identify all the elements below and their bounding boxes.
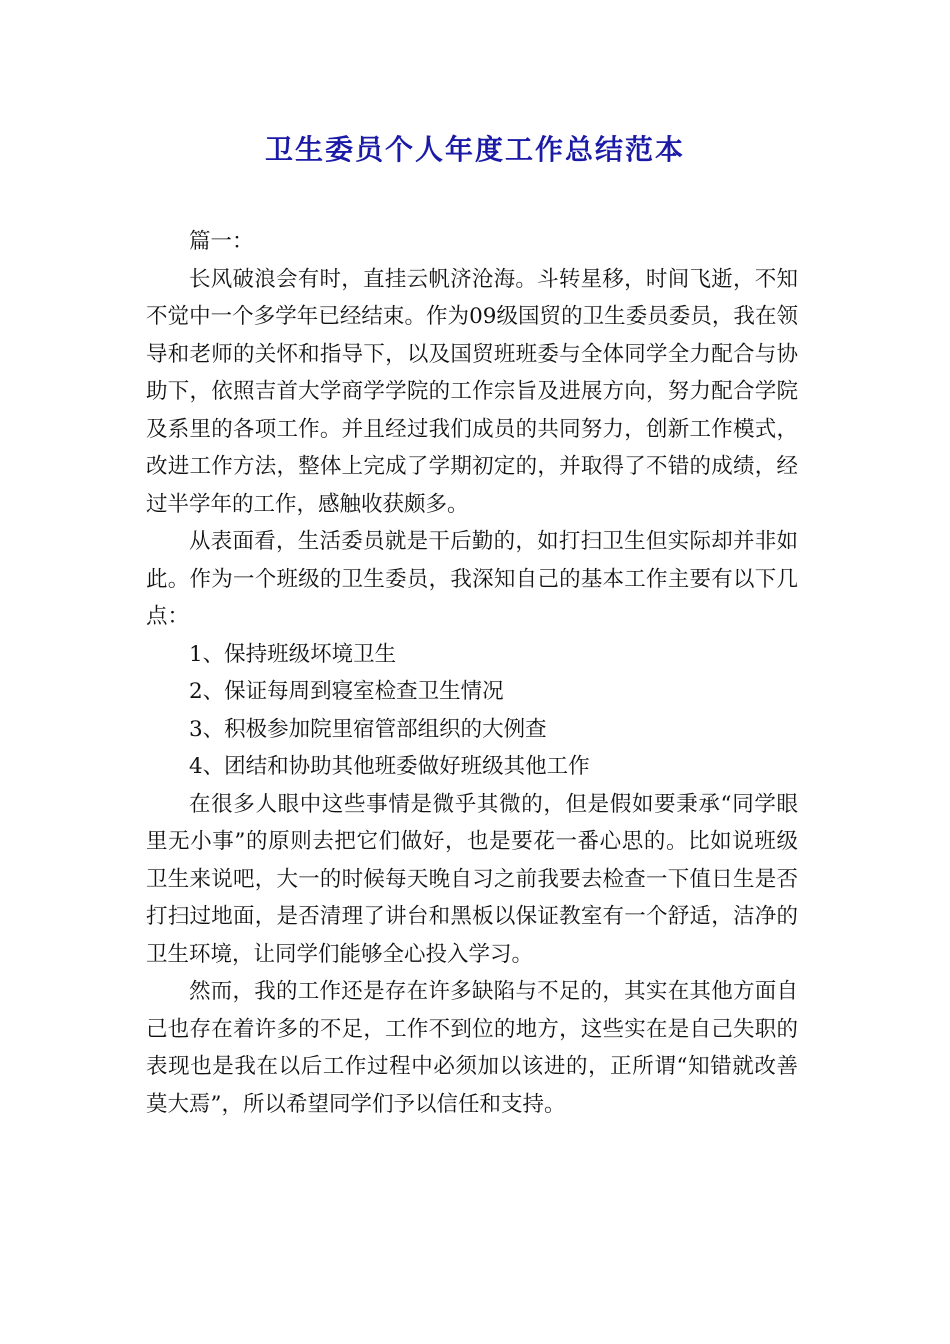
list-item: 4、团结和协助其他班委做好班级其他工作 <box>189 754 590 779</box>
document-title: 卫生委员个人年度工作总结范本 <box>264 133 685 166</box>
paragraph: 长风破浪会有时，直挂云帆济沧海。斗转星移，时间飞逝，不知不觉中一个多学年已经结束。作为09级国贸的卫生委员委员，我在领导和老师的关怀和指导下，以及国贸班班委与全体同学全力配合与协助下，依照吉首大学商学学院的工作宗旨及进展方向，努力配合学院及系里的各项工作。并且经过我们成员的共同努力，创新工作模式，改进工作方法，整体上完成了学期初定的，并取得了不错的成绩，经过半学年的工作，感触收获颇多。 <box>146 266 798 517</box>
document-body <box>146 223 798 1123</box>
paragraph: 从表面看，生活委员就是干后勤的，如打扫卫生但实际却并非如此。作为一个班级的卫生委员，我深知自己的基本工作主要有以下几点： <box>146 529 798 629</box>
paragraph-section-label: 篇一： <box>189 229 254 254</box>
list-item: 3、积极参加院里宿管部组织的大例查 <box>189 716 547 742</box>
paragraph: 然而，我的工作还是存在许多缺陷与不足的，其实在其他方面自己也存在着许多的不足，工作不到位的地方，这些实在是自己失职的表现也是我在以后工作过程中必须加以该进的，正所谓“知错就改善莫大焉”，所以希望同学们予以信任和支持。 <box>146 979 798 1117</box>
paragraph: 在很多人眼中这些事情是微乎其微的，但是假如要秉承“同学眼里无小事”的原则去把它们做好，也是要花一番心思的。比如说班级卫生来说吧，大一的时候每天晚自习之前我要去检查一下值日生是否打扫过地面，是否清理了讲台和黑板以保证教室有一个舒适，洁净的卫生环境，让同学们能够全心投入学习。 <box>146 791 798 967</box>
list-item: 2、保证每周到寝室检查卫生情况 <box>189 679 504 704</box>
list-item: 1、保持班级坏境卫生 <box>189 641 397 667</box>
